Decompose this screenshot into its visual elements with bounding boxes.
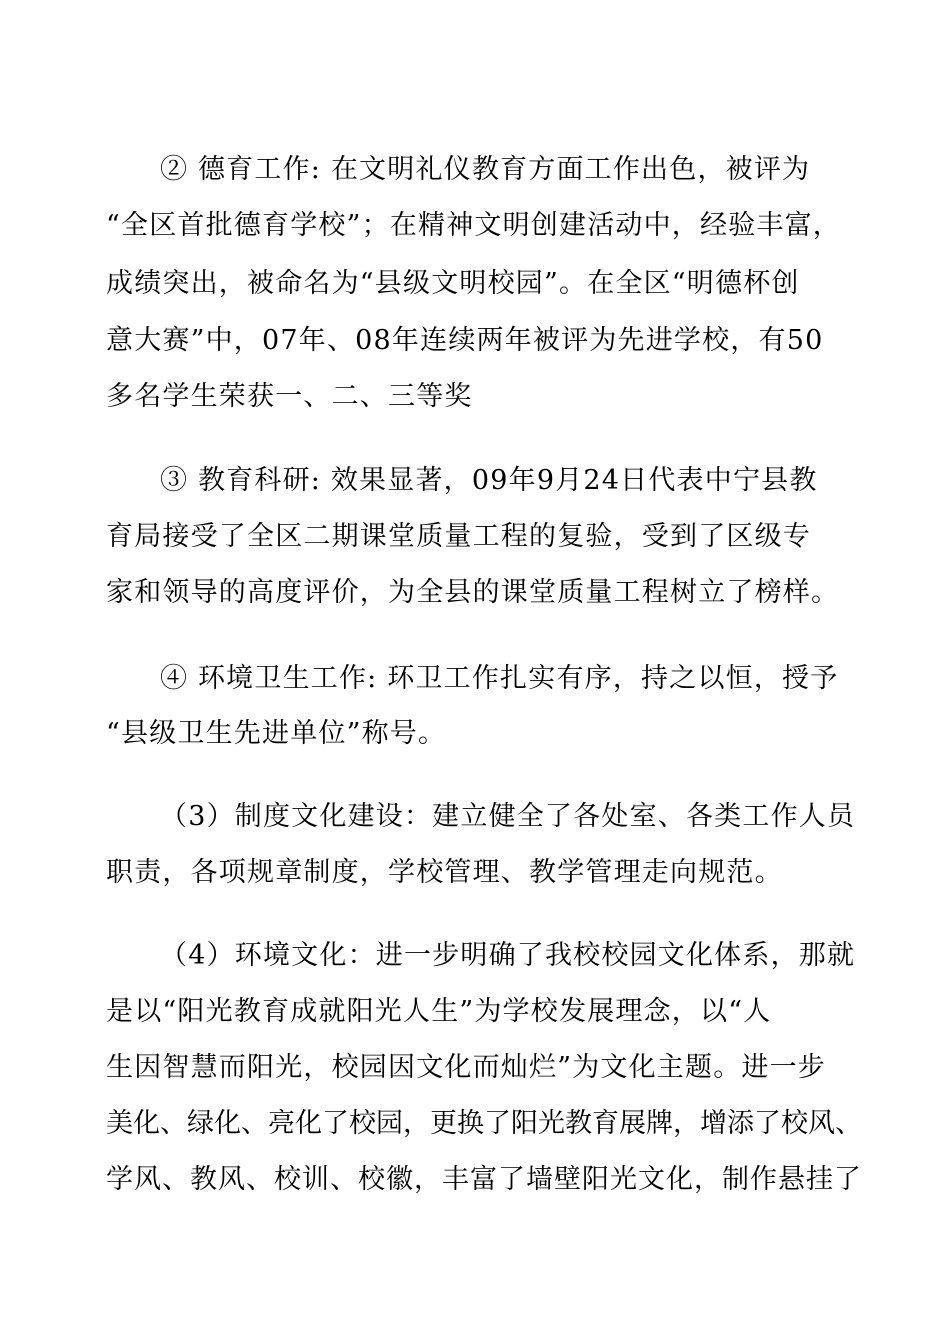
paragraph-1-line-1: ② 德育工作: 在文明礼仪教育方面工作出色，被评为 [160,154,811,185]
paragraph-2-line-1: ③ 教育科研: 效果显著，09年9月24日代表中宁县教 [160,465,818,496]
paragraph-3-line-2: “县级卫生先进单位”称号。 [106,718,447,749]
paragraph-1-line-4: 意大赛”中，07年、08年连续两年被评为先进学校，有50 [106,325,824,356]
paragraph-4-line-1: （3）制度文化建设：建立健全了各处室、各类工作人员 [160,801,856,832]
paragraph-5-line-1: （4）环境文化：进一步明确了我校校园文化体系，那就 [160,940,856,971]
paragraph-5-line-5: 学风、教风、校训、校徽，丰富了墙壁阳光文化，制作悬挂了 [106,1164,862,1195]
paragraph-3-line-1: ④ 环境卫生工作: 环卫工作扎实有序，持之以恒，授予 [160,663,839,694]
paragraph-5-line-2: 是以“阳光教育成就阳光人生”为学校发展理念，以“人 [106,996,772,1027]
paragraph-1-line-3: 成绩突出，被命名为“县级文明校园”。在全区“明德杯创 [106,268,800,299]
paragraph-1-line-2: “全区首批德育学校”；在精神文明创建活动中，经验丰富， [106,210,842,241]
paragraph-1-line-5: 多名学生荣获一、二、三等奖 [106,381,473,412]
paragraph-5-line-4: 美化、绿化、亮化了校园，更换了阳光教育展牌，增添了校风、 [106,1108,862,1139]
paragraph-2-line-2: 育局接受了全区二期课堂质量工程的复验，受到了区级专 [106,521,811,552]
paragraph-2-line-3: 家和领导的高度评价，为全县的课堂质量工程树立了榜样。 [106,577,840,608]
paragraph-5-line-3: 生因智慧而阳光，校园因文化而灿烂”为文化主题。进一步 [106,1052,827,1083]
paragraph-4-line-2: 职责，各项规章制度，学校管理、教学管理走向规范。 [106,857,783,888]
